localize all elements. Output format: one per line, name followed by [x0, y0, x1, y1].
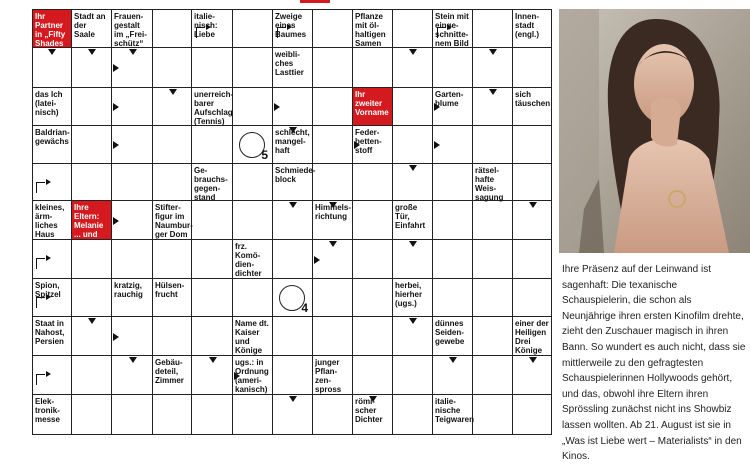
answer-cell [353, 356, 393, 395]
clue-text: weibli-ches Lasttier [275, 50, 304, 77]
clue-text: das Ich (latei-nisch) [35, 90, 63, 117]
answer-cell [393, 356, 433, 395]
answer-cell [72, 126, 112, 164]
answer-cell [433, 201, 473, 240]
arrow-down-icon [129, 49, 137, 55]
clue-cell [32, 126, 72, 164]
portrait-image [559, 9, 750, 253]
clue-text: römi-scher Dichter [355, 397, 383, 424]
solution-number: 5 [261, 148, 268, 162]
answer-cell [153, 126, 192, 164]
answer-cell [273, 317, 313, 356]
answer-cell [513, 164, 552, 201]
arrow-down-icon [169, 89, 177, 95]
clue-cell [433, 395, 473, 435]
clue-text: unerreich-barer Aufschlag (Tennis) [194, 90, 234, 126]
answer-cell [153, 164, 192, 201]
arrow-down-icon [409, 49, 417, 55]
clue-cell [32, 317, 72, 356]
arrow-down-icon [129, 357, 137, 363]
clue-text: große Tür, Einfahrt [395, 203, 426, 230]
answer-cell [72, 164, 112, 201]
clue-cell [473, 164, 513, 201]
clue-text: Stifter-figur im Naumbur-ger Dom [155, 203, 193, 239]
arrow-right-icon [434, 103, 440, 111]
clue-cell [513, 317, 552, 356]
answer-cell [513, 126, 552, 164]
answer-cell [313, 88, 353, 126]
answer-cell [313, 317, 353, 356]
answer-cell [233, 88, 273, 126]
answer-cell [233, 395, 273, 435]
answer-cell [473, 395, 513, 435]
answer-cell [393, 88, 433, 126]
photo-caption: Ihre Präsenz auf der Leinwand ist sagenhaft: Die texanische Schauspielerin, die schon als Neunjährige ihren ersten Kinofilm drehte, zieht den Zuschauer magisch in ihren Bann. So wundert es auch nicht, dass sie mittlerweile zu den gefragtesten Schauspielerinnen Hollywoods gehört, und das, obwohl ihre Eltern ihren Sprössling zunächst nicht ins Showbiz lassen wollten. Ab 21. August ist sie in „Was ist Liebe wert – Materialists“ in den Kinos. [562, 264, 746, 463]
answer-cell [473, 240, 513, 279]
clue-text: Himmels-richtung [315, 203, 352, 221]
answer-cell [473, 201, 513, 240]
clue-text: herbei, hierher (ugs.) [395, 281, 423, 308]
arrow-down-icon [489, 89, 497, 95]
bent-arrow-icon [277, 27, 286, 38]
answer-cell [233, 9, 273, 48]
answer-cell [513, 240, 552, 279]
clue-text: italie-nische Teigwaren [435, 397, 474, 424]
answer-cell [273, 240, 313, 279]
answer-cell [153, 317, 192, 356]
arrow-down-icon [409, 165, 417, 171]
arrow-right-icon [354, 141, 360, 149]
clue-cell [72, 9, 112, 48]
answer-cell [433, 279, 473, 317]
arrow-down-icon [489, 49, 497, 55]
answer-cell [233, 48, 273, 88]
clue-text: Schmiede-block [275, 166, 316, 184]
answer-cell [473, 356, 513, 395]
clue-text: Ihr zweiter Vorname [355, 90, 389, 117]
clue-text: kratzig, rauchig [114, 281, 143, 299]
arrow-right-icon [234, 372, 240, 380]
clue-text: Ihr Partner in „Fifty Shades of Grey“: ... Dornan [35, 12, 69, 75]
answer-cell [153, 9, 192, 48]
answer-cell [473, 9, 513, 48]
arrow-right-icon [434, 141, 440, 149]
answer-cell [112, 240, 153, 279]
clue-text: Baldrian-gewächs [35, 128, 70, 146]
arrow-down-icon [369, 396, 377, 402]
clue-cell [393, 279, 433, 317]
solution-number: 4 [301, 301, 308, 315]
answer-cell [192, 395, 233, 435]
clue-cell [273, 164, 316, 201]
arrow-right-icon [314, 256, 320, 264]
answer-cell [473, 279, 513, 317]
portrait-photo [559, 9, 750, 253]
answer-cell [313, 164, 353, 201]
clue-text: Pflanze mit öl-haltigen Samen [355, 12, 386, 48]
clue-cell [433, 317, 473, 356]
clue-cell [233, 240, 273, 279]
arrow-down-icon [409, 241, 417, 247]
answer-cell [513, 48, 552, 88]
clue-text: Ihre Eltern: Melanie ... und Don Johnson [74, 203, 108, 257]
answer-cell [313, 126, 353, 164]
arrow-down-icon [329, 241, 337, 247]
clue-cell [233, 317, 273, 356]
arrow-right-icon [113, 141, 119, 149]
answer-cell [192, 240, 233, 279]
bent-arrow-icon [36, 182, 45, 193]
answer-cell [192, 317, 233, 356]
answer-cell [153, 48, 192, 88]
answer-cell [353, 317, 393, 356]
clue-cell [353, 88, 393, 126]
clue-cell [32, 395, 72, 435]
clue-cell [153, 201, 192, 240]
answer-cell [433, 240, 473, 279]
answer-cell [192, 48, 233, 88]
clue-text: Stein mit einge-schnitte-nem Bild [435, 12, 469, 48]
clue-cell [273, 48, 313, 88]
answer-cell [353, 164, 393, 201]
clue-text: Zweige eines Baumes [275, 12, 307, 39]
clue-text: Elek-tronik-messe [35, 397, 60, 424]
arrow-down-icon [529, 202, 537, 208]
answer-cell [72, 279, 112, 317]
answer-cell [513, 279, 552, 317]
clue-text: junger Pflan-zen-spross [315, 358, 342, 394]
clue-cell [393, 201, 433, 240]
bent-arrow-icon [36, 258, 45, 269]
answer-cell [313, 9, 353, 48]
clue-cell [192, 164, 233, 201]
clue-cell [313, 356, 353, 395]
clue-text: ugs.: in Ordnung (ameri-kanisch) [235, 358, 269, 394]
arrow-down-icon [289, 202, 297, 208]
arrow-right-icon [113, 333, 119, 341]
clue-text: Spion, Spitzel [35, 281, 61, 299]
answer-cell [153, 240, 192, 279]
answer-cell [393, 395, 433, 435]
arrow-down-icon [449, 357, 457, 363]
arrow-down-icon [289, 396, 297, 402]
crossword-grid [32, 9, 552, 424]
arrow-down-icon [88, 49, 96, 55]
clue-cell [513, 9, 552, 48]
answer-cell [192, 201, 233, 240]
clue-cell [112, 9, 153, 48]
answer-cell [393, 126, 433, 164]
answer-cell [393, 9, 433, 48]
clue-text: Hülsen-frucht [155, 281, 185, 299]
arrow-down-icon [529, 357, 537, 363]
numbered-answer-cell [273, 279, 313, 317]
clue-text: Ge-brauchs-gegen-stand [194, 166, 228, 202]
clue-cell [32, 9, 72, 75]
answer-cell [72, 240, 112, 279]
answer-cell [473, 317, 513, 356]
answer-cell [72, 395, 112, 435]
clue-text: sich täuschen [515, 90, 551, 108]
answer-cell [112, 164, 153, 201]
clue-cell [72, 201, 112, 257]
arrow-down-icon [409, 318, 417, 324]
arrow-right-icon [113, 217, 119, 225]
arrow-down-icon [48, 49, 56, 55]
answer-cell [153, 395, 192, 435]
bent-arrow-icon [36, 297, 45, 308]
clue-text: Stadt an der Saale [74, 12, 106, 39]
clue-cell [32, 88, 72, 126]
answer-cell [313, 395, 353, 435]
answer-cell [313, 279, 353, 317]
answer-cell [112, 395, 153, 435]
clue-text: schlecht, mangel-haft [275, 128, 310, 155]
clue-text: Staat in Nahost, Persien [35, 319, 65, 346]
bent-arrow-icon [437, 27, 446, 38]
numbered-answer-cell [233, 126, 273, 164]
answer-cell [233, 164, 273, 201]
answer-cell [433, 48, 473, 88]
arrow-right-icon [113, 64, 119, 72]
arrow-down-icon [88, 318, 96, 324]
clue-cell [153, 279, 192, 317]
answer-cell [513, 395, 552, 435]
answer-cell [353, 279, 393, 317]
clue-text: Innen-stadt (engl.) [515, 12, 539, 39]
clue-text: Name dt. Kaiser und Könige [235, 319, 269, 355]
answer-cell [353, 240, 393, 279]
bent-arrow-icon [36, 374, 45, 385]
answer-cell [433, 164, 473, 201]
arrow-right-icon [113, 103, 119, 111]
answer-cell [233, 201, 273, 240]
clue-cell [112, 279, 153, 317]
clue-text: Gebäu-deteil, Zimmer [155, 358, 184, 385]
clue-text: kleines, ärm-liches Haus [35, 203, 65, 239]
clue-cell [192, 88, 233, 126]
answer-cell [473, 126, 513, 164]
clue-cell [32, 201, 72, 240]
clue-text: Feder-betten-stoff [355, 128, 382, 155]
header-accent-line [300, 0, 330, 3]
clue-text: frz. Komö-dien-dichter [235, 242, 262, 278]
answer-cell [72, 88, 112, 126]
answer-cell [353, 48, 393, 88]
arrow-down-icon [289, 127, 297, 133]
clue-text: italie-nisch: Liebe [194, 12, 218, 39]
clue-text: dünnes Seiden-gewebe [435, 319, 465, 346]
bent-arrow-icon [196, 27, 205, 38]
answer-cell [72, 356, 112, 395]
answer-cell [192, 279, 233, 317]
clue-text: einer der Heiligen Drei Könige [515, 319, 549, 355]
answer-cell [192, 126, 233, 164]
clue-text: Frauen-gestalt im „Frei-schütz“ [114, 12, 147, 48]
arrow-down-icon [329, 202, 337, 208]
answer-cell [273, 356, 313, 395]
clue-cell [513, 88, 552, 126]
clue-cell [153, 356, 192, 395]
clue-text: Garten-blume [435, 90, 464, 108]
answer-cell [353, 201, 393, 240]
answer-cell [313, 48, 353, 88]
answer-cell [233, 279, 273, 317]
arrow-right-icon [274, 103, 280, 111]
clue-text: rätsel-hafte Weis-sagung [475, 166, 504, 202]
clue-cell [353, 9, 393, 48]
arrow-down-icon [209, 357, 217, 363]
